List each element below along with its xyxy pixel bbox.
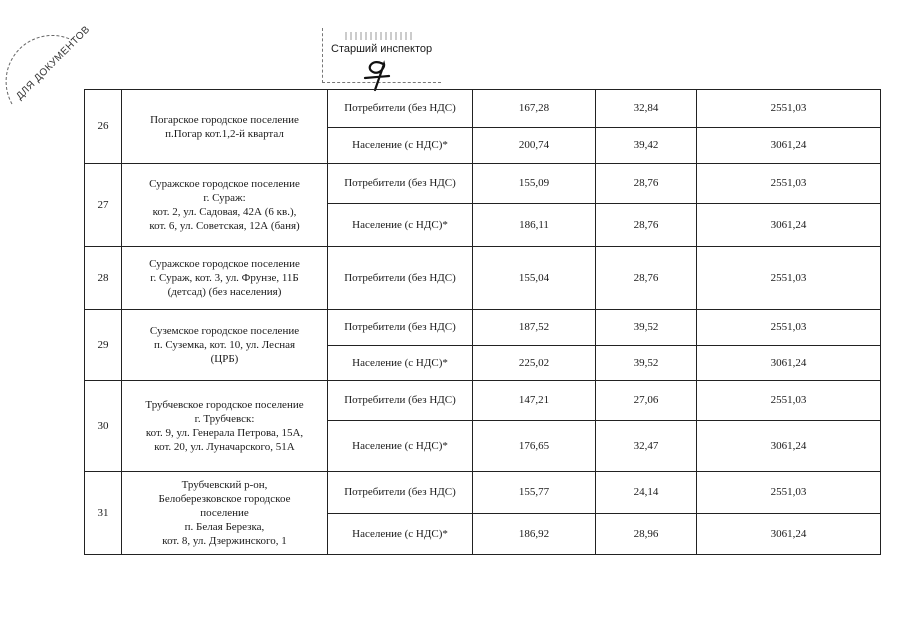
settlement-name-line: Суражское городское поселение — [149, 178, 300, 190]
consumer-category: Население (с НДС)* — [328, 128, 473, 164]
settlement-name-line: кот. 8, ул. Дзержинского, 1 — [162, 535, 287, 547]
settlement-name-line: Суземское городское поселение — [149, 325, 300, 337]
tariff-value-2: 32,84 — [596, 90, 697, 128]
settlement-name-line: (ЦРБ) — [210, 353, 239, 365]
tariff-value-2: 32,47 — [596, 421, 697, 472]
tariff-value-1: 186,11 — [473, 204, 596, 247]
tariff-value-2: 24,14 — [596, 472, 697, 514]
row-number: 31 — [85, 472, 122, 555]
consumer-category: Население (с НДС)* — [328, 346, 473, 381]
settlement-name-line: п. Суземка, кот. 10, ул. Лесная — [153, 339, 296, 351]
tariff-value-3: 2551,03 — [697, 310, 881, 346]
tariff-value-2: 28,76 — [596, 247, 697, 310]
settlement-name — [122, 164, 328, 247]
tariff-value-2: 39,52 — [596, 346, 697, 381]
table-row — [85, 310, 881, 346]
settlement-name — [122, 310, 328, 381]
settlement-name-line: кот. 9, ул. Генерала Петрова, 15А, — [145, 427, 304, 439]
settlement-name-line: Белоберезковское городское — [158, 493, 291, 505]
tariff-value-3: 2551,03 — [697, 247, 881, 310]
settlement-name-line: п. Белая Березка, — [184, 521, 265, 533]
consumer-category: Потребители (без НДС) — [328, 310, 473, 346]
consumer-category: Население (с НДС)* — [328, 421, 473, 472]
tariff-value-2: 39,52 — [596, 310, 697, 346]
settlement-name-line: Трубчевское городское поселение — [145, 399, 304, 411]
stamp-title: Старший инспектор — [331, 43, 433, 55]
settlement-name-line: г. Сураж, кот. 3, ул. Фрунзе, 11Б — [150, 272, 299, 284]
settlement-name-line: кот. 20, ул. Луначарского, 51А — [154, 441, 295, 453]
tariff-value-1: 176,65 — [473, 421, 596, 472]
settlement-name — [122, 381, 328, 472]
stamp-circle-icon — [4, 23, 93, 114]
tariff-value-1: 225,02 — [473, 346, 596, 381]
tariff-value-1: 186,92 — [473, 514, 596, 555]
consumer-category: Потребители (без НДС) — [328, 164, 473, 204]
tariff-value-1: 187,52 — [473, 310, 596, 346]
tariff-value-2: 28,76 — [596, 204, 697, 247]
settlement-name-line: Погарское городское поселение — [150, 113, 299, 126]
row-number: 30 — [85, 381, 122, 472]
consumer-category: Население (с НДС)* — [328, 204, 473, 247]
tariff-value-3: 3061,24 — [697, 204, 881, 247]
row-number: 27 — [85, 164, 122, 247]
tariff-table — [84, 89, 881, 555]
tariff-value-2: 28,76 — [596, 164, 697, 204]
signature-icon — [359, 56, 399, 92]
consumer-category: Потребители (без НДС) — [328, 381, 473, 421]
settlement-name — [122, 247, 328, 310]
row-number: 28 — [85, 247, 122, 310]
tariff-value-1: 147,21 — [473, 381, 596, 421]
settlement-name-line: поселение — [200, 507, 249, 519]
tariff-value-3: 3061,24 — [697, 421, 881, 472]
tariff-value-3: 3061,24 — [697, 346, 881, 381]
settlement-name-line: г. Трубчевск: — [194, 413, 255, 425]
table-row — [85, 90, 881, 128]
tariff-value-2: 28,96 — [596, 514, 697, 555]
settlement-name-line: г. Сураж: — [203, 192, 246, 204]
tariff-value-1: 155,77 — [473, 472, 596, 514]
stamp-left-text: ДЛЯ ДОКУМЕНТОВ — [14, 23, 93, 103]
tariff-value-3: 3061,24 — [697, 128, 881, 164]
tariff-value-1: 200,74 — [473, 128, 596, 164]
tariff-value-2: 27,06 — [596, 381, 697, 421]
settlement-name-line: п.Погар кот.1,2-й квартал — [165, 127, 284, 140]
stamp-smudge — [345, 32, 415, 40]
row-number: 29 — [85, 310, 122, 381]
stamp-left — [4, 23, 93, 114]
tariff-value-1: 155,09 — [473, 164, 596, 204]
table-row — [85, 472, 881, 514]
settlement-name-line: Суражское городское поселение — [149, 258, 300, 270]
consumer-category: Потребители (без НДС) — [328, 90, 473, 128]
tariff-value-3: 2551,03 — [697, 90, 881, 128]
tariff-value-3: 2551,03 — [697, 472, 881, 514]
tariff-value-3: 2551,03 — [697, 381, 881, 421]
tariff-value-3: 3061,24 — [697, 514, 881, 555]
table-row — [85, 381, 881, 421]
settlement-name-line: кот. 2, ул. Садовая, 42А (6 кв.), — [152, 206, 297, 218]
tariff-value-3: 2551,03 — [697, 164, 881, 204]
tariff-value-1: 155,04 — [473, 247, 596, 310]
consumer-category: Потребители (без НДС) — [328, 247, 473, 310]
settlement-name-line: кот. 6, ул. Советская, 12А (баня) — [149, 220, 300, 232]
settlement-name-line: (детсад) (без населения) — [167, 286, 282, 298]
tariff-table-body — [85, 90, 881, 555]
consumer-category: Потребители (без НДС) — [328, 472, 473, 514]
settlement-name — [122, 90, 328, 164]
inspector-stamp — [322, 28, 441, 83]
row-number: 26 — [85, 90, 122, 164]
tariff-value-1: 167,28 — [473, 90, 596, 128]
tariff-value-2: 39,42 — [596, 128, 697, 164]
settlement-name-line: Трубчевский р-он, — [181, 479, 268, 491]
consumer-category: Население (с НДС)* — [328, 514, 473, 555]
settlement-name — [122, 472, 328, 555]
table-row — [85, 164, 881, 204]
table-row — [85, 247, 881, 310]
